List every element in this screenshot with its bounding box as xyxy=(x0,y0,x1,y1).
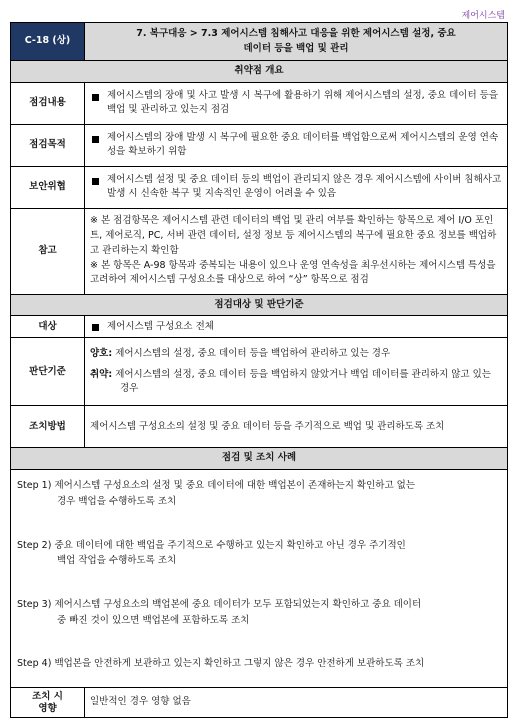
step-text: 백업본을 안전하게 보관하고 있는지 확인하고 그렇지 않은 경우 안전하게 보관하도록 조치 xyxy=(54,658,425,670)
bad-label: 취약: xyxy=(90,368,113,380)
criteria-good xyxy=(90,347,502,362)
purpose-text: 제어시스템의 장애 및 사고 발생 시 복구에 활용하기 위해 제어시스템의 설정, 중요 데이터 등을 백업 및 관리하고 있는지 점검 xyxy=(107,89,499,116)
step-text: 중요 데이터에 대한 백업을 주기적으로 수행하고 있는지 확인하고 아닌 경우 주기적인 xyxy=(54,539,406,551)
step-label: Step 3) xyxy=(17,598,52,610)
item-title xyxy=(85,23,508,61)
threat-label: 보안위협 xyxy=(11,166,85,208)
reference-note-2: ※ 본 항목은 A-98 항목과 중복되는 내용이 있으나 운영 연속성을 최우선시하는 제어시스템 특성을 고려하여 제어시스템 구성요소를 대상으로 하여 “상” 항목으로 점검 xyxy=(90,259,496,286)
action-label: 조치방법 xyxy=(11,406,85,448)
impact-label xyxy=(11,688,85,718)
item-title-line2: 데이터 등을 백업 및 관리 xyxy=(243,42,349,54)
good-label: 양호: xyxy=(90,347,113,359)
target-cell xyxy=(85,316,508,338)
item-id: C-18 (상) xyxy=(11,23,85,61)
section-target-criteria: 점검대상 및 판단기준 xyxy=(11,294,508,316)
reference-label: 참고 xyxy=(11,208,85,294)
action-text: 제어시스템 구성요소의 설정 및 중요 데이터 등을 주기적으로 백업 및 관리하도록 조치 xyxy=(85,406,508,448)
purpose-cell xyxy=(85,82,508,124)
impact-label-line2: 영향 xyxy=(38,702,57,714)
goal-cell xyxy=(85,124,508,166)
step-item xyxy=(17,538,501,569)
bullet-square-icon xyxy=(92,178,99,185)
step-text-cont: 백업 작업을 수행하도록 조치 xyxy=(57,555,177,567)
impact-label-line1: 조치 시 xyxy=(32,691,63,703)
impact-text: 일반적인 경우 영향 없음 xyxy=(85,688,508,718)
reference-cell xyxy=(85,208,508,294)
step-label: Step 2) xyxy=(17,539,52,551)
steps-cell xyxy=(11,470,508,688)
header-category-label: 제어시스템 xyxy=(461,11,505,21)
target-label: 대상 xyxy=(11,316,85,338)
bullet-square-icon xyxy=(92,94,99,101)
step-text: 제어시스템 구성요소의 설정 및 중요 데이터에 대한 백업본이 존재하는지 확인하고 없는 xyxy=(54,480,416,492)
bullet-square-icon xyxy=(92,324,99,331)
step-item xyxy=(17,478,501,509)
step-text: 제어시스템 구성요소의 백업본에 중요 데이터가 모두 포함되었는지 확인하고 중요 데이터 xyxy=(54,598,422,610)
criteria-label: 판단기준 xyxy=(11,338,85,406)
good-text: 제어시스템의 설정, 중요 데이터 등을 백업하여 관리하고 있는 경우 xyxy=(115,347,391,359)
bullet-square-icon xyxy=(92,136,99,143)
target-text: 제어시스템 구성요소 전체 xyxy=(107,320,214,332)
bad-text: 제어시스템의 설정, 중요 데이터 등을 백업하지 않았거나 백업 데이터를 관리하지 않고 있는 경우 xyxy=(115,368,491,395)
inspection-item-table xyxy=(10,22,508,718)
criteria-cell xyxy=(85,338,508,406)
section-inspection-cases: 점검 및 조치 사례 xyxy=(11,448,508,470)
goal-label: 점검목적 xyxy=(11,124,85,166)
threat-text: 제어시스템 설정 및 중요 데이터 등의 백업이 관리되지 않은 경우 제어시스템에 사이버 침해사고 발생 시 신속한 복구 및 지속적인 운영이 어려울 수 있음 xyxy=(107,173,502,200)
step-label: Step 1) xyxy=(17,480,52,492)
step-text-cont: 경우 백업을 수행하도록 조치 xyxy=(57,495,177,507)
threat-cell xyxy=(85,166,508,208)
purpose-label: 점검내용 xyxy=(11,82,85,124)
step-item xyxy=(17,656,501,672)
step-label: Step 4) xyxy=(17,658,52,670)
step-item xyxy=(17,597,501,628)
section-vulnerability-overview: 취약점 개요 xyxy=(11,61,508,83)
criteria-vulnerable xyxy=(90,368,502,397)
step-text-cont: 중 빠진 것이 있으면 백업본에 포함하도록 조치 xyxy=(57,614,250,626)
reference-note-1: ※ 본 점검항목은 제어시스템 관련 데이터의 백업 및 관리 여부를 확인하는 항목으로 제어 I/O 포인트, 제어로직, PC, 서버 관련 데이터, 설정 정보 등 제어시스템의 복구에 필요한 중요 정보를 백업하고 관리하는지 확인함 xyxy=(90,215,497,256)
item-title-line1: 7. 복구대응 > 7.3 제어시스템 침해사고 대응을 위한 제어시스템 설정, 중요 xyxy=(136,27,456,39)
goal-text: 제어시스템의 장애 발생 시 복구에 필요한 중요 데이터를 백업함으로써 제어시스템의 운영 연속성을 확보하기 위함 xyxy=(107,131,499,158)
